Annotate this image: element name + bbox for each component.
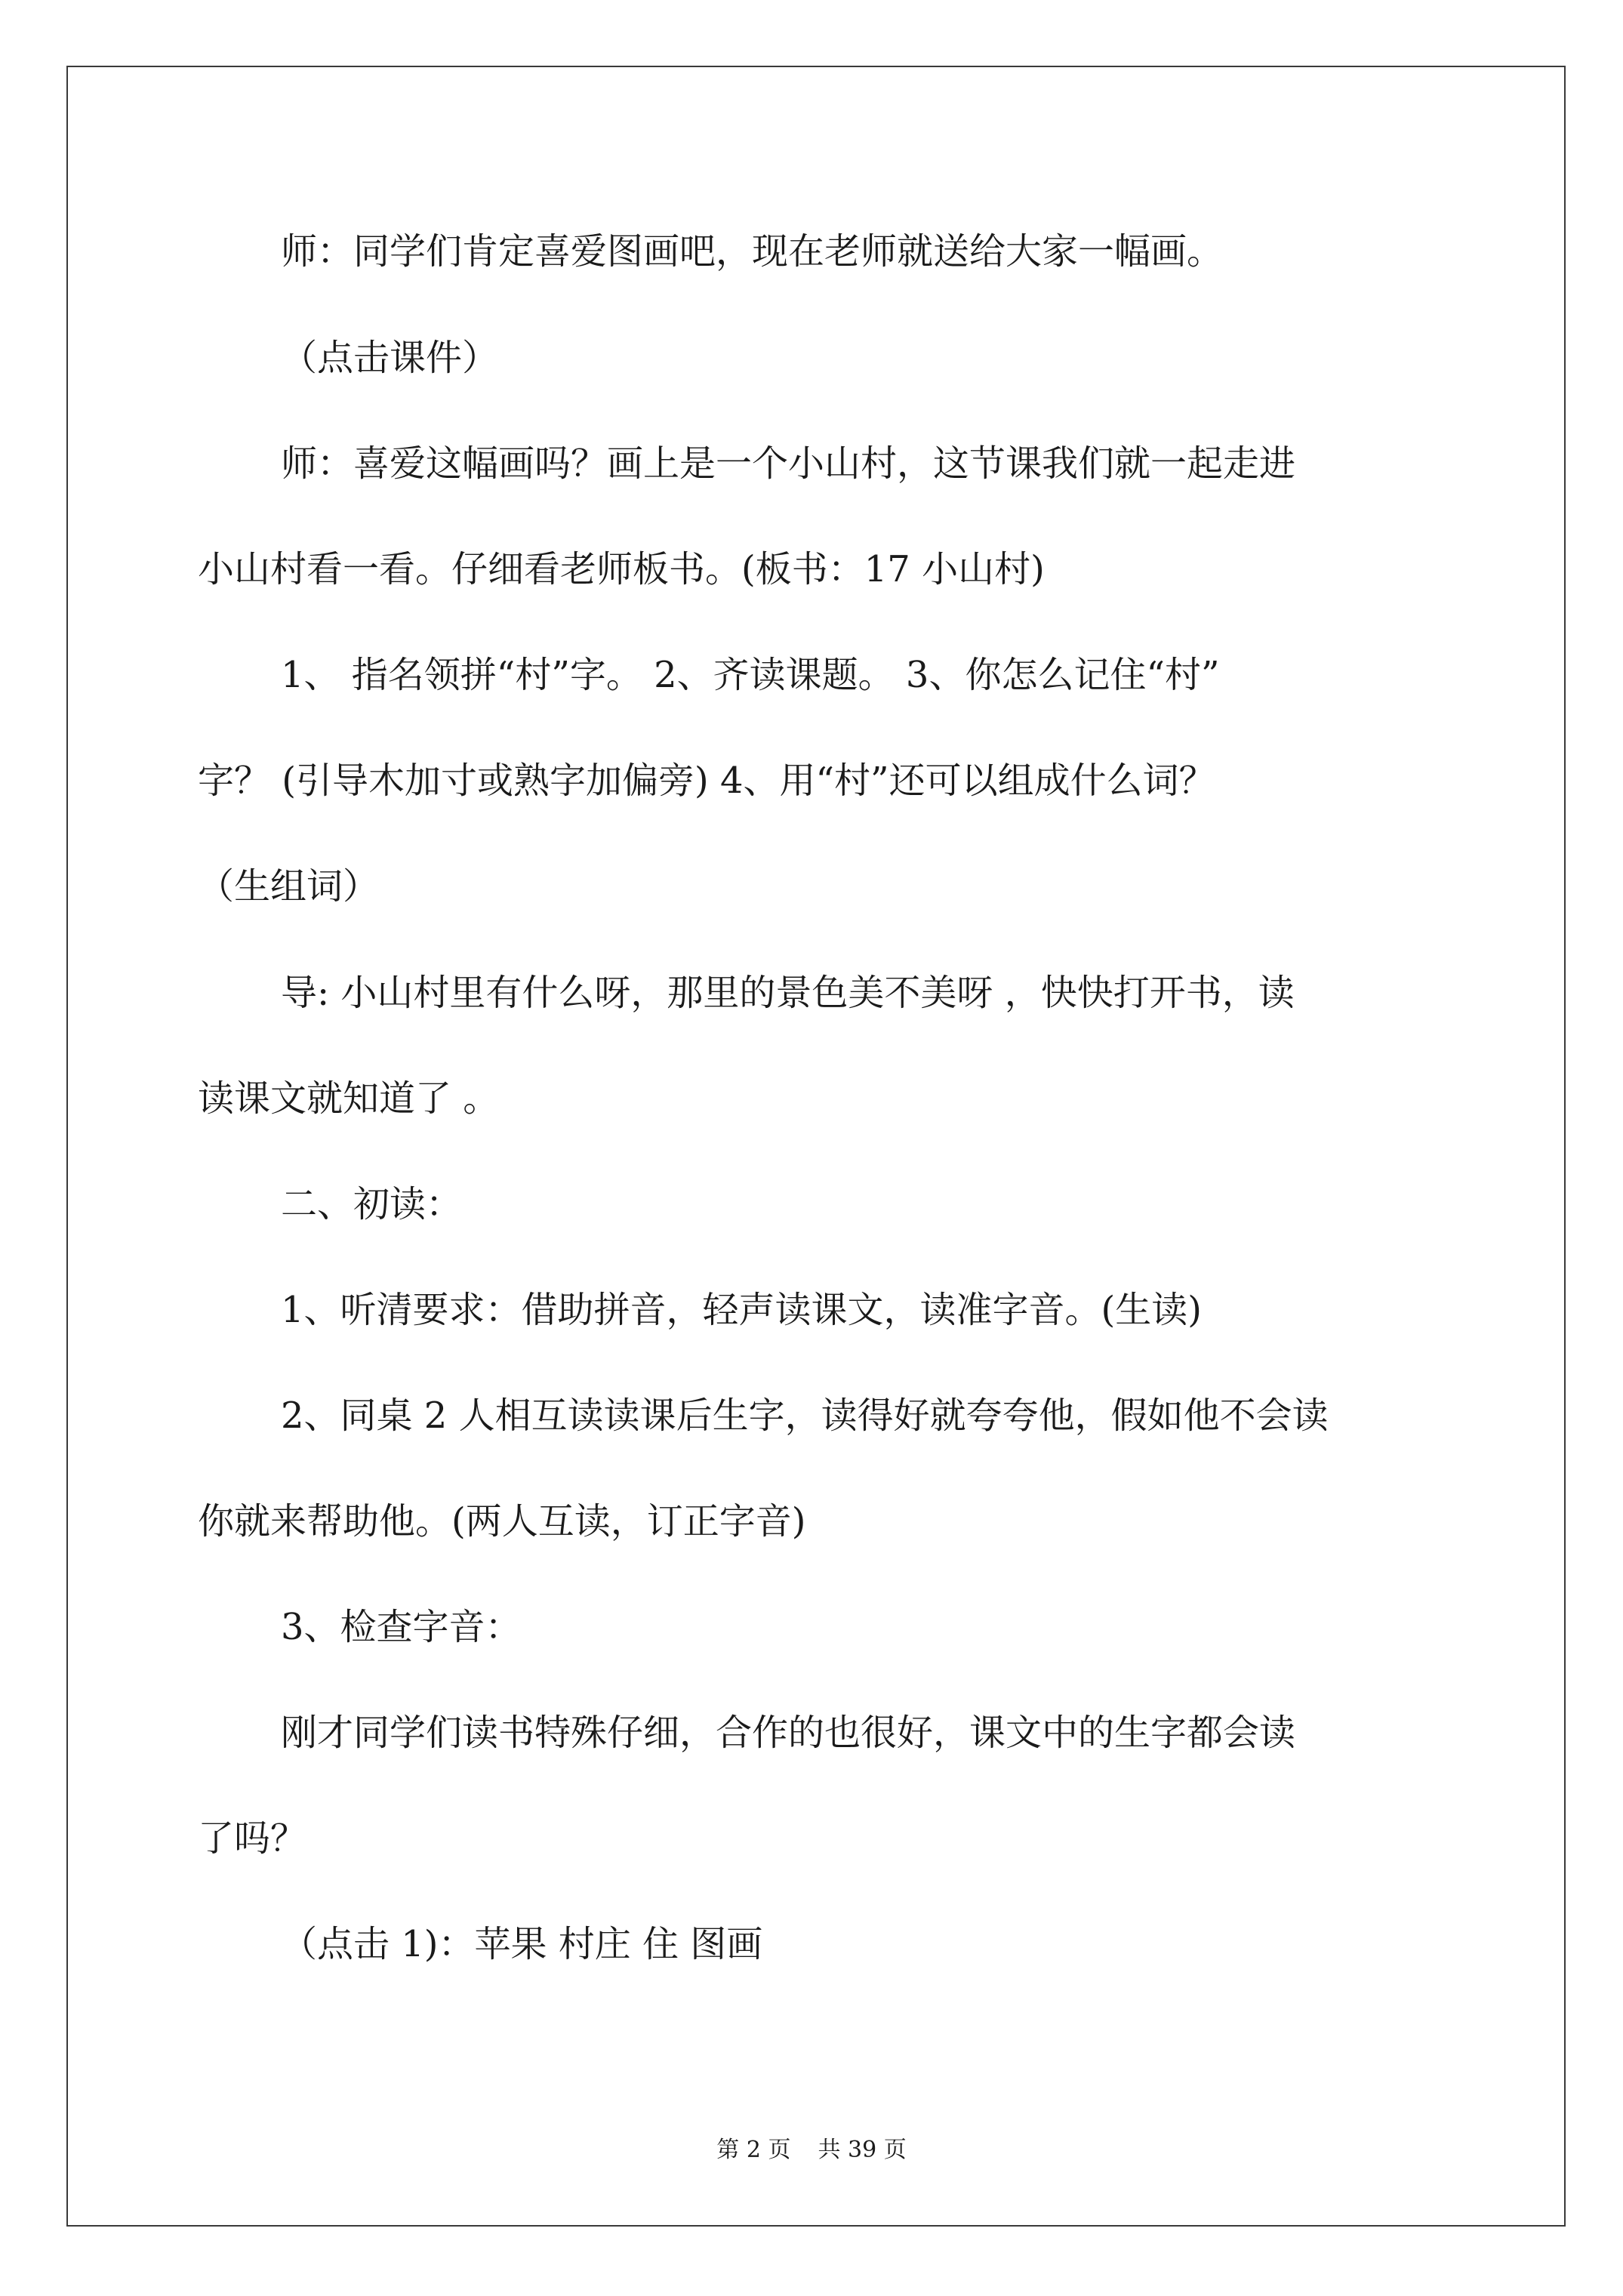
text-line: 师：同学们肯定喜爱图画吧，现在老师就送给大家一幅画。 (281, 230, 1224, 273)
page-border (66, 66, 1566, 2227)
text-line: 师：喜爱这幅画吗？画上是一个小山村，这节课我们就一起走进 (281, 442, 1296, 485)
text-line: 导: 小山村里有什么呀，那里的景色美不美呀 ，快快打开书，读 (281, 972, 1295, 1014)
page-number: 第 2 页 (716, 2137, 791, 2163)
page-total: 共 39 页 (818, 2137, 907, 2163)
text-line: （点击课件） (281, 337, 499, 379)
text-line: 刚才同学们读书特殊仔细，合作的也很好，课文中的生字都会读 (281, 1712, 1296, 1754)
text-line: 字？ (引导木加寸或熟字加偏旁) 4、用“村”还可以组成什么词？ (198, 760, 1215, 802)
text-line: 你就来帮助他。(两人互读，订正字音) (198, 1500, 806, 1542)
text-line: 2、同桌 2 人相互读读课后生字，读得好就夸夸他，假如他不会读 (281, 1395, 1329, 1437)
text-line: 3、检查字音： (281, 1606, 522, 1648)
text-line: 读课文就知道了 。 (198, 1077, 500, 1120)
text-line: 1、听清要求：借助拼音，轻声读课文，读准字音。(生读) (281, 1289, 1202, 1331)
text-line: 了吗？ (198, 1817, 307, 1860)
text-line: 二、初读： (281, 1183, 463, 1225)
text-line: （生组词） (198, 865, 380, 908)
page-footer (0, 2135, 1623, 2165)
text-line: 小山村看一看。仔细看老师板书。(板书：17 小山村) (198, 548, 1045, 590)
text-line: （点击 1)：苹果 村庄 住 图画 (281, 1923, 763, 1965)
text-line: 1、 指名领拼“村”字。 2、齐读课题。 3、你怎么记住“村” (281, 654, 1220, 696)
